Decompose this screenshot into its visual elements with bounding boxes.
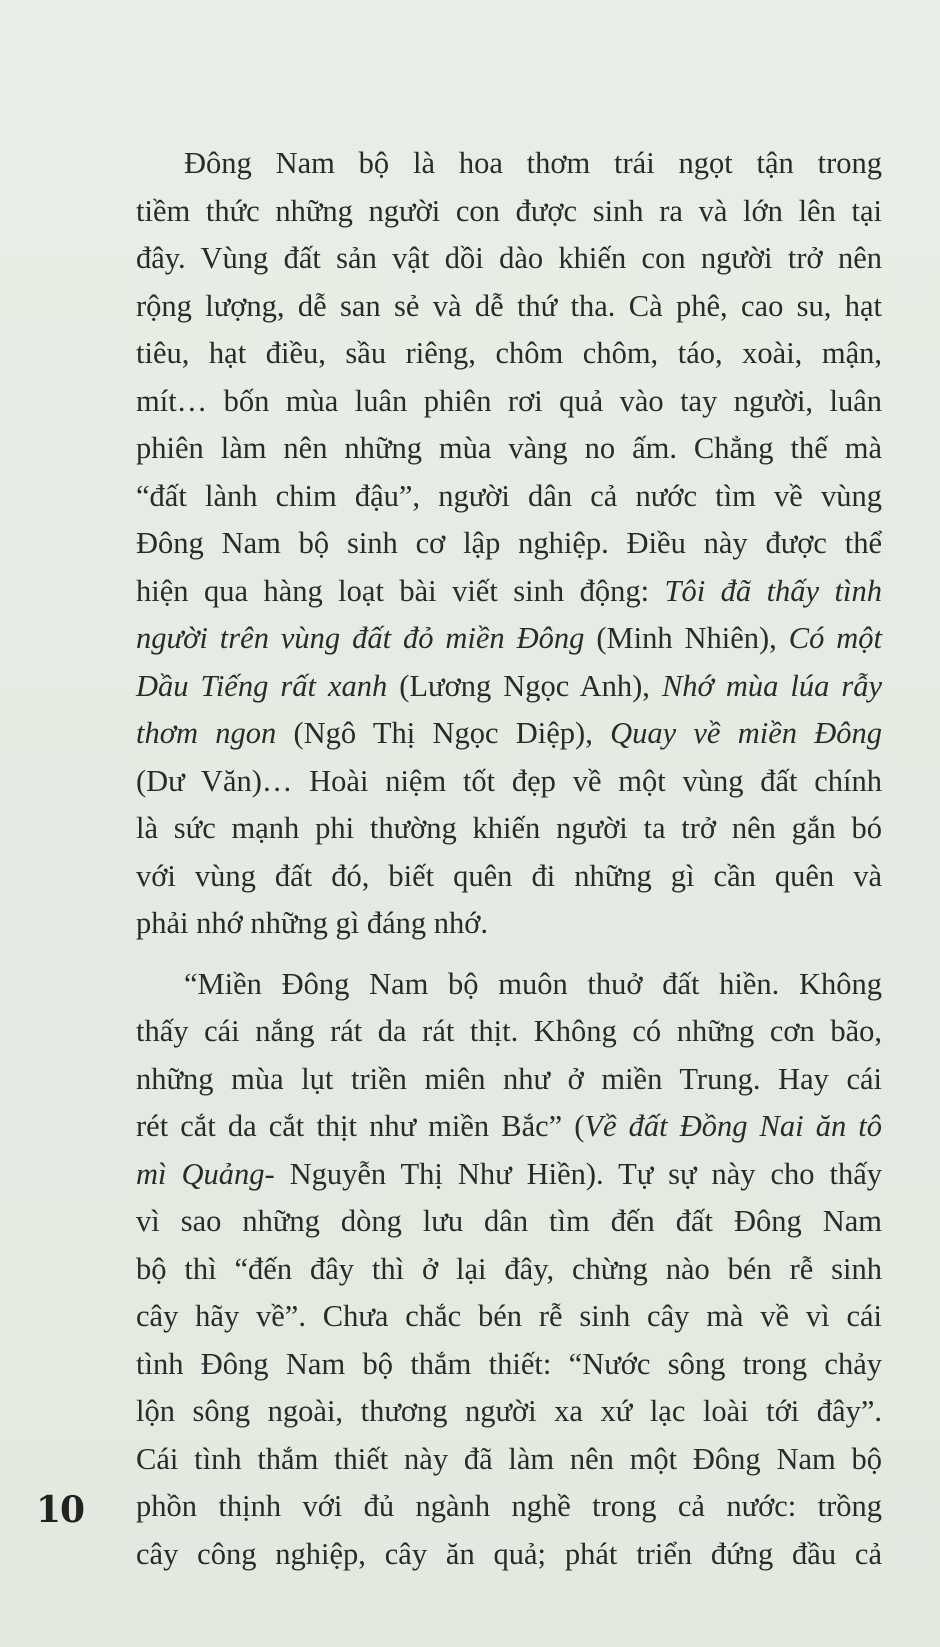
italic-title: người trên vùng đất đỏ miền Đông (136, 621, 585, 655)
text-line (136, 853, 882, 901)
text-run: bộ thì “đến đây thì ở lại đây, chừng nào bén rễ sinh (136, 1251, 882, 1286)
text-run: đây. Vùng đất sản vật dồi dào khiến con người trở nên (136, 241, 882, 275)
text-run: Đông Nam bộ sinh cơ lập nghiệp. Điều này được thể (136, 526, 882, 560)
text-line (136, 1198, 882, 1246)
italic-title: Tôi đã thấy tình (664, 573, 882, 608)
text-run: “đất lành chim đậu”, người dân cả nước tìm về vùng (136, 478, 882, 513)
italic-title: thơm ngon (136, 716, 277, 750)
text-line (136, 140, 882, 188)
text-run: với vùng đất đó, biết quên đi những gì cần quên và (136, 858, 882, 893)
text-line (136, 1246, 882, 1294)
text-line (136, 758, 882, 806)
text-run: là sức mạnh phi thường khiến người ta trở nên gắn bó (136, 811, 882, 845)
text-run: lộn sông ngoài, thương người xa xứ lạc loài tới đây”. (136, 1394, 882, 1428)
text-run: “Miền Đông Nam bộ muôn thuở đất hiền. Không (184, 966, 882, 1001)
text-run: (Minh Nhiên), (584, 621, 789, 655)
text-run: hiện qua hàng loạt bài viết sinh động: (136, 573, 665, 608)
text-line (136, 188, 882, 236)
italic-title: Nhớ mùa lúa rẫy (661, 668, 883, 703)
text-run: - Nguyễn Thị Như Hiền). Tự sự này cho thấy (264, 1156, 883, 1191)
text-line (136, 1341, 882, 1389)
italic-title: Dầu Tiếng rất xanh (136, 668, 388, 703)
text-line (136, 235, 882, 283)
text-run: vì sao những dòng lưu dân tìm đến đất Đông Nam (136, 1204, 882, 1238)
italic-title: Về đất Đồng Nai ăn tô (584, 1109, 882, 1143)
text-line (136, 473, 882, 521)
text-line (136, 1293, 882, 1341)
text-line (136, 1531, 882, 1579)
paragraph (136, 961, 882, 1579)
text-run: Cái tình thắm thiết này đã làm nên một Đông Nam bộ (136, 1441, 882, 1476)
text-line (136, 663, 882, 711)
text-run: rét cắt da cắt thịt như miền Bắc” ( (136, 1109, 585, 1143)
text-line (136, 1008, 882, 1056)
text-line (136, 378, 882, 426)
italic-title: Có một (788, 621, 883, 655)
text-run: mít… bốn mùa luân phiên rơi quả vào tay người, luân (136, 383, 882, 418)
text-line (136, 1483, 882, 1531)
text-line (136, 1151, 882, 1199)
text-run: phiên làm nên những mùa vàng no ấm. Chẳng thế mà (136, 431, 882, 465)
text-run: thấy cái nắng rát da rát thịt. Không có những cơn bão, (136, 1014, 882, 1048)
text-run: cây công nghiệp, cây ăn quả; phát triển đứng đầu cả (136, 1536, 882, 1571)
text-line (136, 568, 882, 616)
text-run: phồn thịnh với đủ ngành nghề trong cả nước: trồng (136, 1489, 882, 1523)
text-line (136, 1388, 882, 1436)
italic-title: Quay về miền Đông (610, 716, 882, 750)
text-run: phải nhớ những gì đáng nhớ. (136, 906, 489, 940)
text-run: tiềm thức những người con được sinh ra và lớn lên tại (136, 193, 882, 228)
text-run: (Lương Ngọc Anh), (387, 668, 662, 703)
text-line (136, 283, 882, 331)
text-line (136, 1056, 882, 1104)
text-line (136, 520, 882, 568)
text-run: Đông Nam bộ là hoa thơm trái ngọt tận trong (184, 146, 882, 180)
body-text (136, 140, 882, 1578)
text-line (136, 900, 882, 948)
text-line (136, 615, 882, 663)
text-run: tình Đông Nam bộ thắm thiết: “Nước sông trong chảy (136, 1346, 882, 1381)
text-line (136, 1103, 882, 1151)
text-line (136, 961, 882, 1009)
text-run: rộng lượng, dễ san sẻ và dễ thứ tha. Cà phê, cao su, hạt (136, 288, 882, 323)
text-run: tiêu, hạt điều, sầu riêng, chôm chôm, táo, xoài, mận, (136, 336, 882, 370)
text-line (136, 330, 882, 378)
text-line (136, 1436, 882, 1484)
text-line (136, 805, 882, 853)
text-run: những mùa lụt triền miên như ở miền Trung. Hay cái (136, 1061, 882, 1096)
text-run: (Dư Văn)… Hoài niệm tốt đẹp về một vùng đất chính (136, 763, 882, 798)
text-run: cây hãy về”. Chưa chắc bén rễ sinh cây mà về vì cái (136, 1299, 882, 1333)
text-line (136, 425, 882, 473)
paragraph (136, 140, 882, 948)
italic-title: mì Quảng (136, 1156, 265, 1191)
text-run: (Ngô Thị Ngọc Diệp), (276, 716, 611, 750)
text-line (136, 710, 882, 758)
page-number: 10 (36, 1489, 85, 1531)
